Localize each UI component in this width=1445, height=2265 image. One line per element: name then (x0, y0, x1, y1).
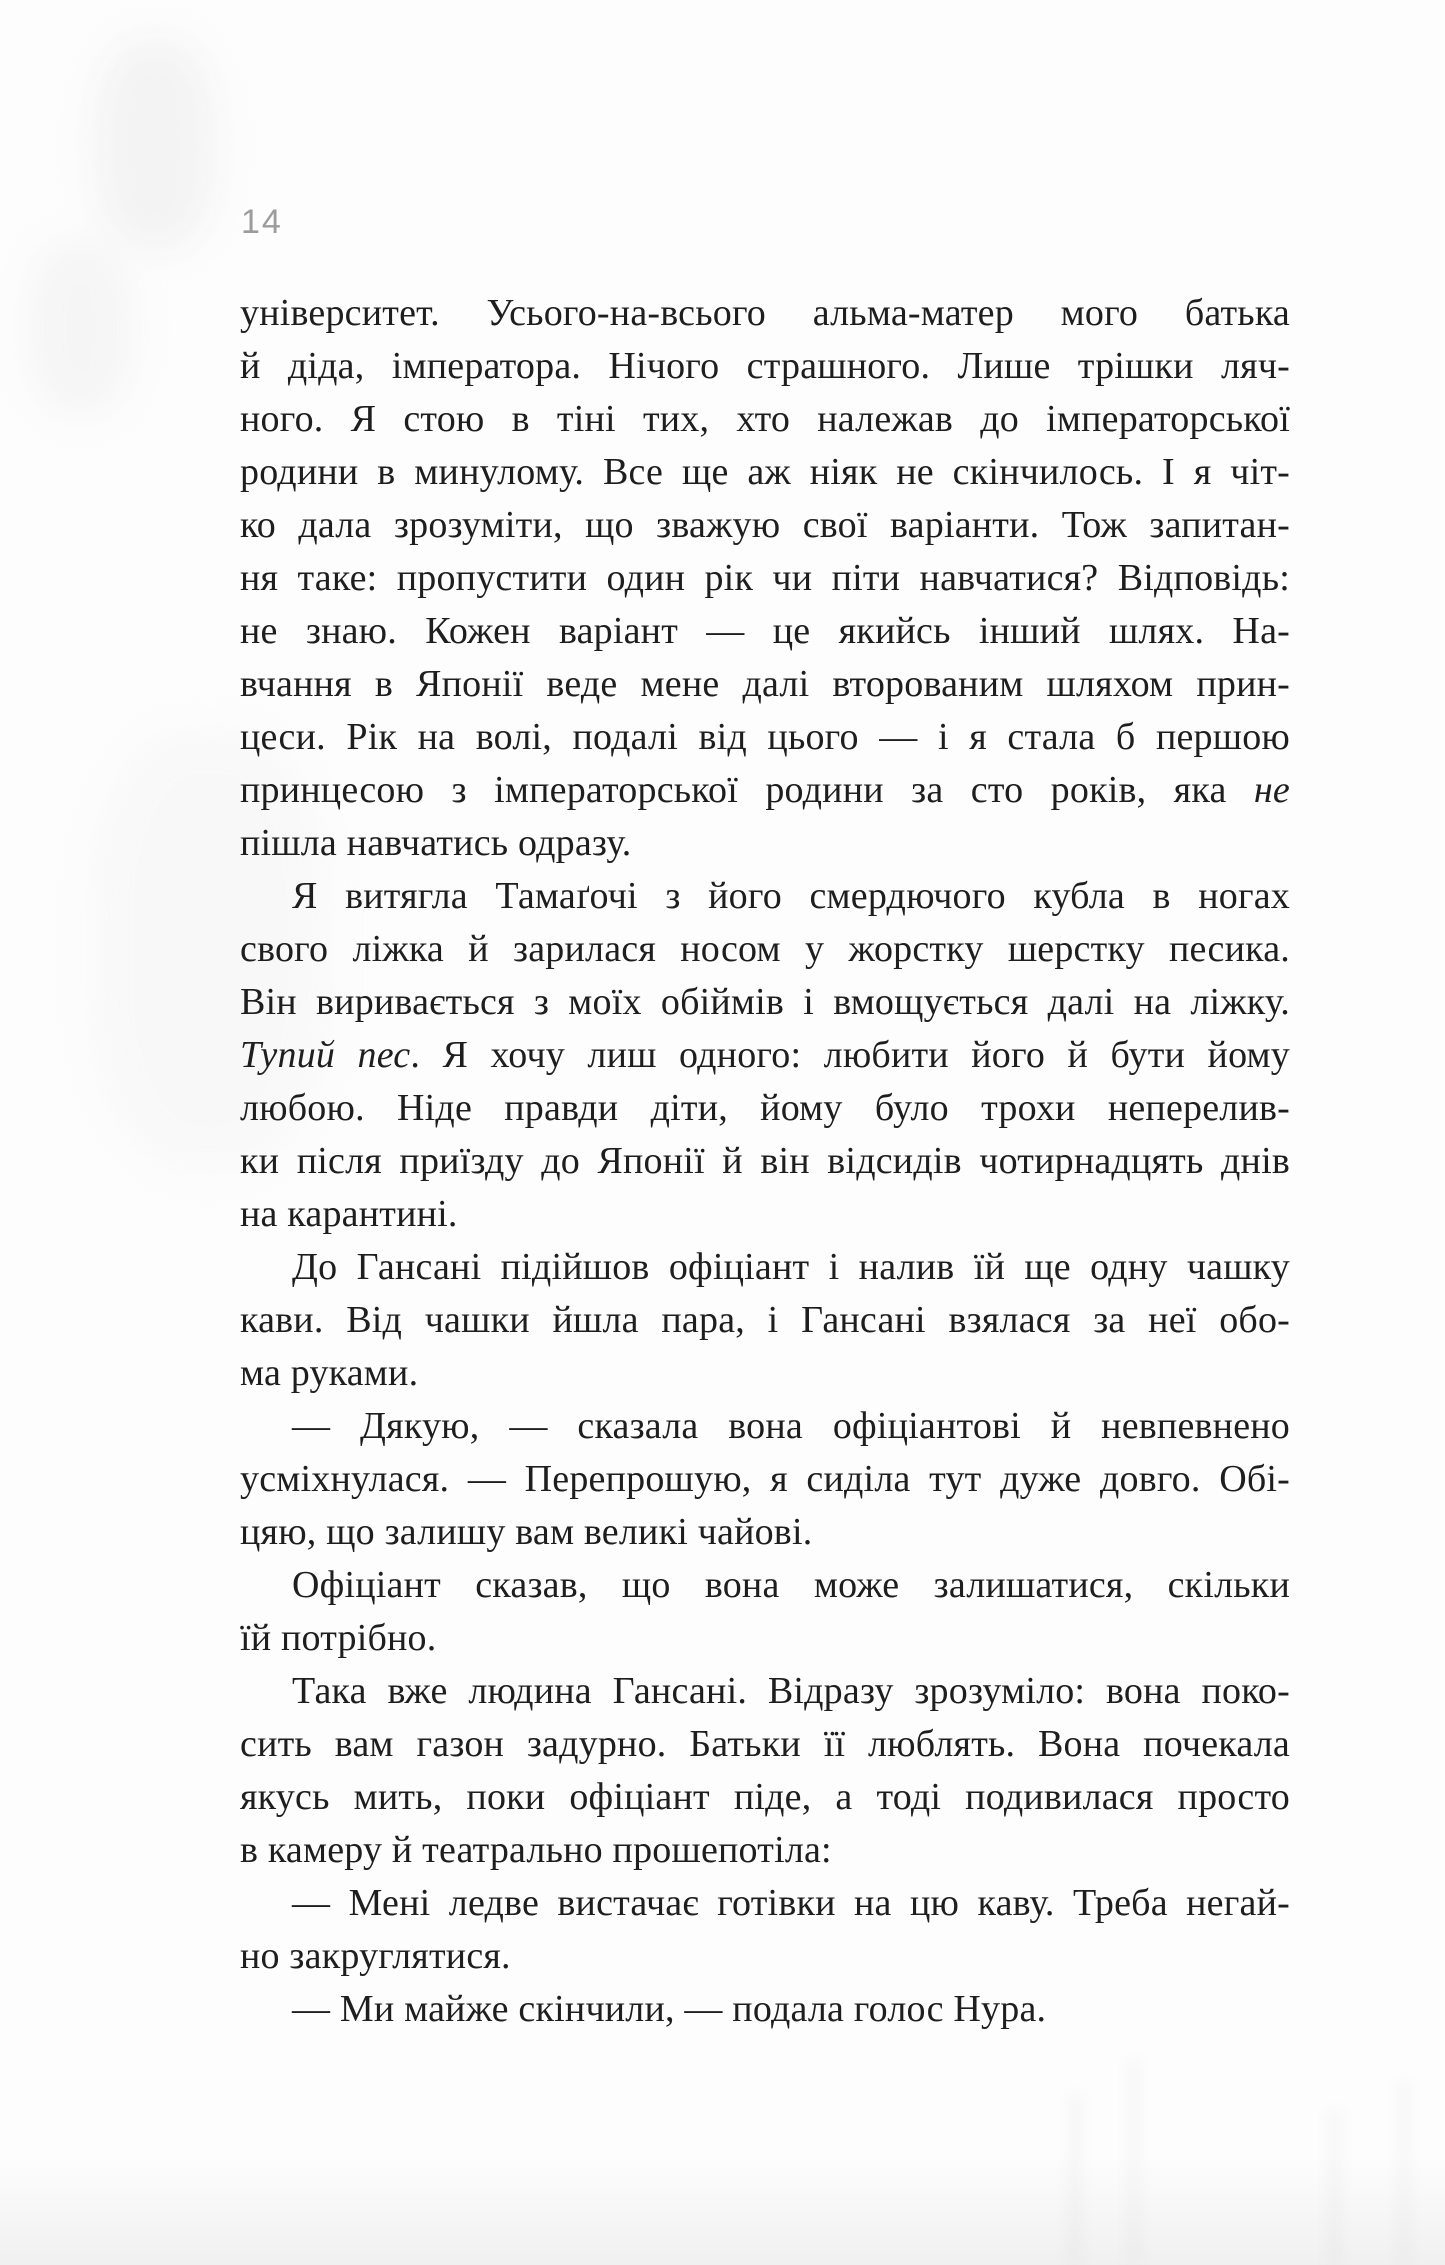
text-line: ко дала зрозуміти, що зважую свої варіанти. Тож запитан- (240, 504, 1290, 546)
text-line: кави. Від чашки йшла пара, і Гансані взялася за неї обо- (240, 1299, 1290, 1341)
paragraph-dialogue (240, 1877, 1290, 1983)
paragraph (240, 1665, 1290, 1877)
text-line: й діда, імператора. Нічого страшного. Лише трішки ляч- (240, 345, 1290, 387)
paragraph-dialogue (240, 1400, 1290, 1559)
scan-streak (1328, 2110, 1341, 2265)
text-line: свого ліжка й зарилася носом у жорстку шерстку песика. (240, 928, 1290, 970)
scan-streak (1068, 2095, 1082, 2265)
text-segment: принцесою з імператорської родини за сто років, яка (240, 769, 1254, 811)
text-line: усміхнулася. — Перепрошую, я сиділа тут дуже довго. Обі- (240, 1458, 1290, 1500)
text-line: ма руками. (240, 1352, 419, 1394)
text-line: Я витягла Тамаґочі з його смердючого кубла в ногах (292, 875, 1290, 917)
text-line: ного. Я стою в тіні тих, хто належав до імператорської (240, 398, 1290, 440)
text-segment: . Я хочу лиш одного: любити його й бути йому (410, 1034, 1290, 1076)
text-block (240, 287, 1290, 2036)
text-segment-italic: не (1253, 769, 1290, 811)
paragraph-dialogue (240, 1983, 1290, 2036)
scan-streak (1398, 2080, 1410, 2265)
scan-smudge (95, 40, 215, 250)
text-line: цяю, що залишу вам великі чайові. (240, 1511, 813, 1553)
scan-streak (1128, 2060, 1140, 2265)
text-line: Така вже людина Гансані. Відразу зрозуміло: вона поко- (292, 1670, 1290, 1712)
text-line: До Гансані підійшов офіціант і налив їй ще одну чашку (292, 1246, 1290, 1288)
text-line: но закруглятися. (240, 1935, 511, 1977)
text-line: — Мені ледве вистачає готівки на цю каву. Треба негай- (292, 1882, 1290, 1924)
text-line: Він виривається з моїх обіймів і вмощується далі на ліжку. (240, 981, 1290, 1023)
page-number: 14 (241, 203, 283, 241)
text-line: не знаю. Кожен варіант — це якийсь інший шлях. На- (240, 610, 1290, 652)
text-line (240, 1029, 1290, 1082)
paragraph (240, 1559, 1290, 1665)
text-line: родини в минулому. Все ще аж ніяк не скінчилось. І я чіт- (240, 451, 1290, 493)
text-line: в камеру й театрально прошепотіла: (240, 1829, 832, 1871)
text-line: їй потрібно. (240, 1617, 437, 1659)
scan-smudge (28, 240, 133, 415)
paragraph (240, 1241, 1290, 1400)
text-line: — Ми майже скінчили, — подала голос Нура. (292, 1988, 1047, 2030)
text-line (240, 764, 1290, 817)
text-line: ня таке: пропустити один рік чи піти навчатися? Відповідь: (240, 557, 1290, 599)
text-line: ки після приїзду до Японії й він відсидів чотирнадцять днів (240, 1140, 1290, 1182)
text-line: пішла навчатись одразу. (240, 822, 632, 864)
text-line: Офіціант сказав, що вона може залишатися, скільки (292, 1564, 1290, 1606)
text-line: любою. Ніде правди діти, йому було трохи неперелив- (240, 1087, 1290, 1129)
text-line: вчання в Японії веде мене далі второваним шляхом прин- (240, 663, 1290, 705)
text-segment-italic: Тупий пес (240, 1034, 411, 1076)
text-line: якусь мить, поки офіціант піде, а тоді подивилася просто (240, 1776, 1290, 1818)
paragraph (240, 287, 1290, 870)
text-line: — Дякую, — сказала вона офіціантові й невпевнено (292, 1405, 1290, 1447)
text-line: цеси. Рік на волі, подалі від цього — і я стала б першою (240, 716, 1290, 758)
paragraph (240, 870, 1290, 1241)
text-line: університет. Усього-на-всього альма-матер мого батька (240, 292, 1290, 334)
scan-bottom-shade (0, 2155, 1445, 2265)
text-line: сить вам газон задурно. Батьки її люблять. Вона почекала (240, 1723, 1290, 1765)
text-line: на карантині. (240, 1193, 458, 1235)
